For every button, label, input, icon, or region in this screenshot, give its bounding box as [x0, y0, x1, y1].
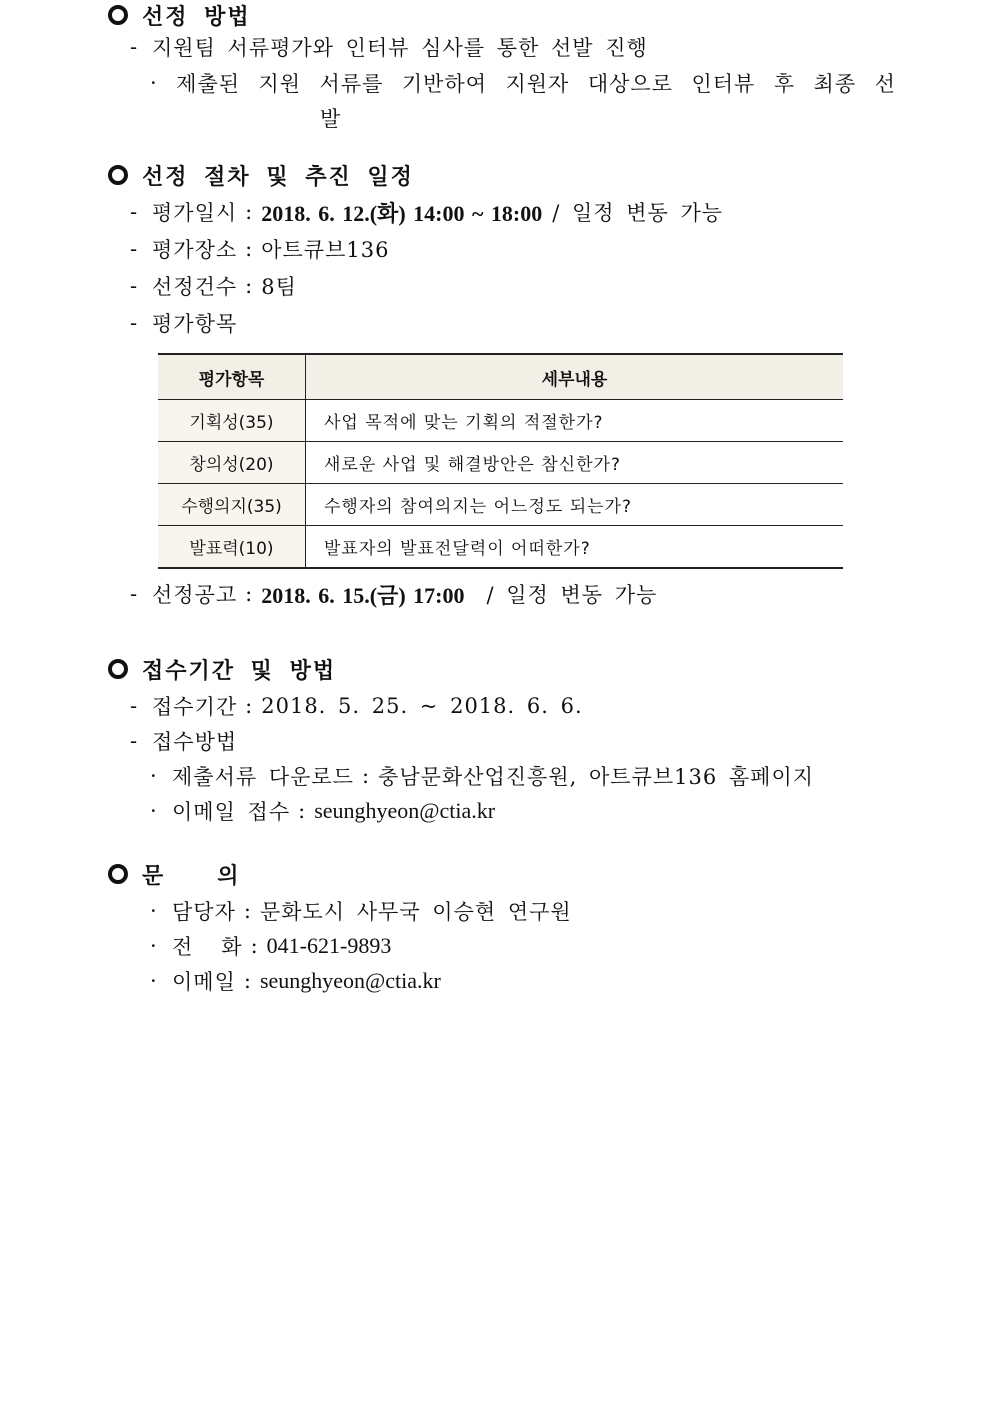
item-word: 선	[874, 72, 896, 96]
table-row	[158, 400, 843, 442]
list-item	[150, 68, 896, 98]
dash-marker: -	[130, 200, 139, 224]
item-label: 접수기간	[152, 695, 238, 719]
list-item-selection-count	[130, 271, 297, 301]
table-cell-detail: 사업 목적에 맞는 기획의 적절한가?	[306, 400, 844, 442]
table-cell-detail: 발표자의 발표전달력이 어떠한가?	[306, 526, 844, 569]
item-label: 접수방법	[152, 730, 238, 754]
dot-marker: ·	[150, 764, 158, 788]
dash-marker: -	[130, 582, 139, 606]
list-item-eval-items	[130, 308, 237, 338]
list-item-continuation	[320, 103, 341, 133]
item-value: 아트큐브136	[261, 238, 390, 262]
dot-marker: ·	[150, 71, 158, 95]
item-label: 이메일	[172, 970, 236, 994]
section-title: 선정 방법	[142, 3, 251, 30]
item-note: / 일정 변동 가능	[552, 201, 724, 225]
item-label: 평가일시	[152, 201, 238, 225]
table-cell-item: 발표력(10)	[158, 526, 306, 569]
table-row	[158, 442, 843, 484]
item-label: 선정건수	[152, 275, 238, 299]
item-label: 제출서류 다운로드	[172, 765, 354, 789]
dash-marker: -	[130, 237, 139, 261]
list-item-eval-place	[130, 234, 389, 264]
list-item-download	[150, 761, 814, 791]
item-label: 담당자	[172, 900, 236, 924]
dash-marker: -	[130, 311, 139, 335]
section-heading-inquiry	[108, 859, 241, 889]
item-word: 서류를	[319, 72, 384, 96]
email-link[interactable]: seunghyeon@ctia.kr	[259, 968, 441, 993]
table-cell-detail: 수행자의 참여의지는 어느정도 되는가?	[306, 484, 844, 526]
email-link[interactable]: seunghyeon@ctia.kr	[314, 798, 496, 823]
item-value: 2018. 6. 15.(금) 17:00	[261, 582, 465, 608]
list-item-email	[150, 966, 441, 996]
colon: :	[245, 200, 254, 224]
colon: :	[245, 694, 254, 718]
column-header: 세부내용	[306, 354, 844, 400]
evaluation-table	[158, 353, 843, 569]
item-label: 선정공고	[152, 583, 238, 607]
section-heading-application	[108, 654, 336, 684]
list-item-period	[130, 691, 583, 721]
section-title-part: 문	[142, 862, 166, 889]
item-word: 인터뷰	[691, 72, 756, 96]
item-word: 지원자	[505, 72, 570, 96]
item-label: 이메일 접수	[172, 800, 291, 824]
dot-marker: ·	[150, 934, 158, 958]
column-header: 평가항목	[158, 354, 306, 400]
circle-bullet-icon	[108, 659, 128, 679]
colon: :	[245, 582, 254, 606]
table-row	[158, 484, 843, 526]
item-label: 평가장소	[152, 238, 238, 262]
colon: :	[245, 237, 254, 261]
colon: :	[298, 799, 307, 823]
colon: :	[250, 934, 259, 958]
item-value: 문화도시 사무국 이승현 연구원	[259, 900, 572, 924]
section-title: 선정 절차 및 추진 일정	[142, 163, 414, 190]
colon: :	[245, 274, 254, 298]
section-title-part: 의	[217, 862, 241, 889]
section-heading-procedure	[108, 160, 414, 190]
item-word: 최종	[813, 72, 857, 96]
dash-marker: -	[130, 274, 139, 298]
circle-bullet-icon	[108, 165, 128, 185]
dot-marker: ·	[150, 799, 158, 823]
item-word: 지원	[258, 72, 302, 96]
item-label: 화	[221, 935, 243, 959]
list-item-email-submit	[150, 796, 495, 826]
item-text: 발	[320, 107, 342, 131]
item-label: 전	[172, 935, 194, 959]
list-item	[130, 32, 648, 62]
list-item-contact	[150, 896, 572, 926]
dash-marker: -	[130, 694, 139, 718]
item-word: 제출된	[176, 72, 241, 96]
list-item-eval-date	[130, 197, 723, 227]
table-cell-item: 창의성(20)	[158, 442, 306, 484]
dash-marker: -	[130, 729, 139, 753]
circle-bullet-icon	[108, 5, 128, 25]
table-cell-item: 수행의지(35)	[158, 484, 306, 526]
item-word: 대상으로	[587, 72, 673, 96]
colon: :	[361, 764, 371, 788]
list-item-phone	[150, 931, 391, 961]
table-cell-detail: 새로운 사업 및 해결방안은 참신한가?	[306, 442, 844, 484]
dot-marker: ·	[150, 899, 158, 923]
circle-bullet-icon	[108, 864, 128, 884]
section-heading-selection-method	[108, 0, 251, 30]
dot-marker: ·	[150, 969, 158, 993]
colon: :	[243, 899, 252, 923]
phone-value: 041-621-9893	[266, 933, 392, 958]
item-value: 2018. 6. 12.(화) 14:00 ~ 18:00	[261, 200, 543, 226]
table-row	[158, 526, 843, 569]
section-title: 접수기간 및 방법	[142, 657, 337, 684]
item-value: 2018. 5. 25. ~ 2018. 6. 6.	[261, 694, 583, 718]
colon: :	[243, 969, 252, 993]
table-header-row	[158, 354, 843, 400]
item-word: 후	[773, 72, 796, 96]
table-cell-item: 기획성(35)	[158, 400, 306, 442]
item-value: 충남문화산업진흥원, 아트큐브136 홈페이지	[378, 765, 815, 789]
list-item-announcement	[130, 579, 657, 609]
item-value: 8팀	[261, 275, 297, 299]
dash-marker: -	[130, 35, 139, 59]
item-word: 기반하여	[401, 72, 488, 96]
item-label: 평가항목	[152, 312, 238, 336]
item-note: / 일정 변동 가능	[486, 583, 658, 607]
list-item-method	[130, 726, 237, 756]
item-text: 지원팀 서류평가와 인터뷰 심사를 통한 선발 진행	[152, 36, 648, 60]
